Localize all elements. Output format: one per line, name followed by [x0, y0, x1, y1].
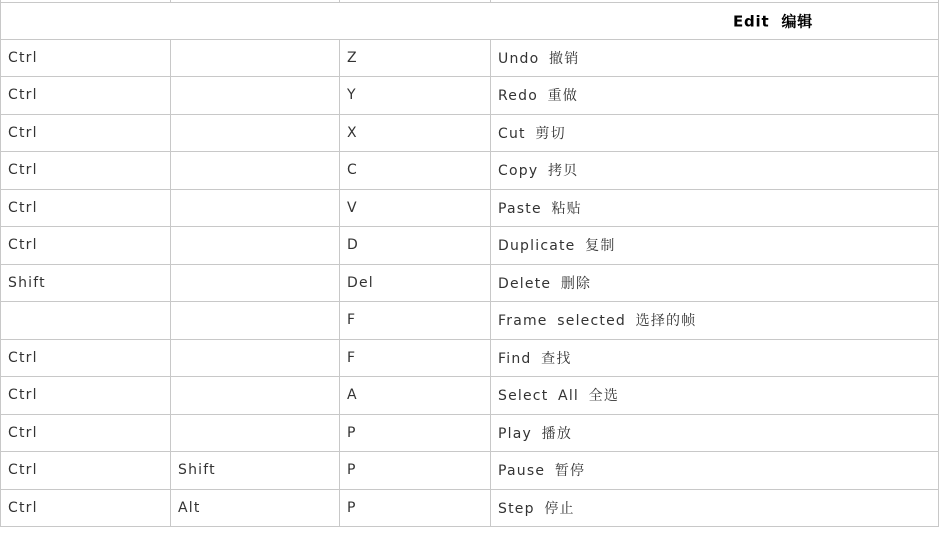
action-cell: Copy 拷贝 [491, 152, 939, 190]
shortcut-row [1, 189, 939, 227]
modifier2-cell [171, 114, 340, 152]
key-cell: P [340, 452, 491, 490]
shortcuts-table-body [1, 0, 939, 527]
modifier1-cell: Ctrl [1, 377, 171, 415]
modifier2-cell: Alt [171, 489, 340, 527]
section-header-row [1, 2, 939, 39]
modifier1-cell: Ctrl [1, 227, 171, 265]
shortcut-row [1, 114, 939, 152]
modifier2-cell [171, 414, 340, 452]
modifier2-cell [171, 227, 340, 265]
shortcut-row [1, 377, 939, 415]
section-header-cell [1, 2, 939, 39]
modifier1-cell: Ctrl [1, 114, 171, 152]
action-cell: Play 播放 [491, 414, 939, 452]
shortcut-row [1, 339, 939, 377]
key-cell: D [340, 227, 491, 265]
modifier1-cell: Ctrl [1, 452, 171, 490]
section-title: Edit 编辑 [732, 12, 814, 30]
modifier2-cell [171, 189, 340, 227]
modifier2-cell [171, 77, 340, 115]
key-cell: Z [340, 39, 491, 77]
key-cell: F [340, 302, 491, 340]
modifier2-cell [171, 377, 340, 415]
modifier1-cell: Ctrl [1, 489, 171, 527]
modifier2-cell: Shift [171, 452, 340, 490]
modifier1-cell [1, 302, 171, 340]
key-cell: P [340, 414, 491, 452]
shortcut-row [1, 152, 939, 190]
key-cell: X [340, 114, 491, 152]
action-cell: Frame selected 选择的帧 [491, 302, 939, 340]
key-cell: F [340, 339, 491, 377]
action-cell: Step 停止 [491, 489, 939, 527]
modifier1-cell: Ctrl [1, 414, 171, 452]
shortcut-row [1, 414, 939, 452]
key-cell: Y [340, 77, 491, 115]
action-cell: Find 查找 [491, 339, 939, 377]
modifier1-cell: Ctrl [1, 152, 171, 190]
key-cell: C [340, 152, 491, 190]
modifier2-cell [171, 264, 340, 302]
modifier1-cell: Ctrl [1, 339, 171, 377]
shortcut-row [1, 302, 939, 340]
key-cell: Del [340, 264, 491, 302]
shortcut-row [1, 264, 939, 302]
action-cell: Delete 删除 [491, 264, 939, 302]
modifier1-cell: Shift [1, 264, 171, 302]
key-cell: P [340, 489, 491, 527]
modifier1-cell: Ctrl [1, 39, 171, 77]
modifier2-cell [171, 339, 340, 377]
action-cell: Pause 暂停 [491, 452, 939, 490]
action-cell: Undo 撤销 [491, 39, 939, 77]
action-cell: Cut 剪切 [491, 114, 939, 152]
action-cell: Paste 粘贴 [491, 189, 939, 227]
modifier1-cell: Ctrl [1, 77, 171, 115]
key-cell: V [340, 189, 491, 227]
shortcut-row [1, 489, 939, 527]
action-cell: Duplicate 复制 [491, 227, 939, 265]
action-cell: Redo 重做 [491, 77, 939, 115]
modifier2-cell [171, 152, 340, 190]
key-cell: A [340, 377, 491, 415]
modifier1-cell: Ctrl [1, 189, 171, 227]
shortcut-row [1, 39, 939, 77]
modifier2-cell [171, 39, 340, 77]
action-cell: Select All 全选 [491, 377, 939, 415]
modifier2-cell [171, 302, 340, 340]
shortcut-row [1, 77, 939, 115]
shortcut-row [1, 227, 939, 265]
shortcut-row [1, 452, 939, 490]
